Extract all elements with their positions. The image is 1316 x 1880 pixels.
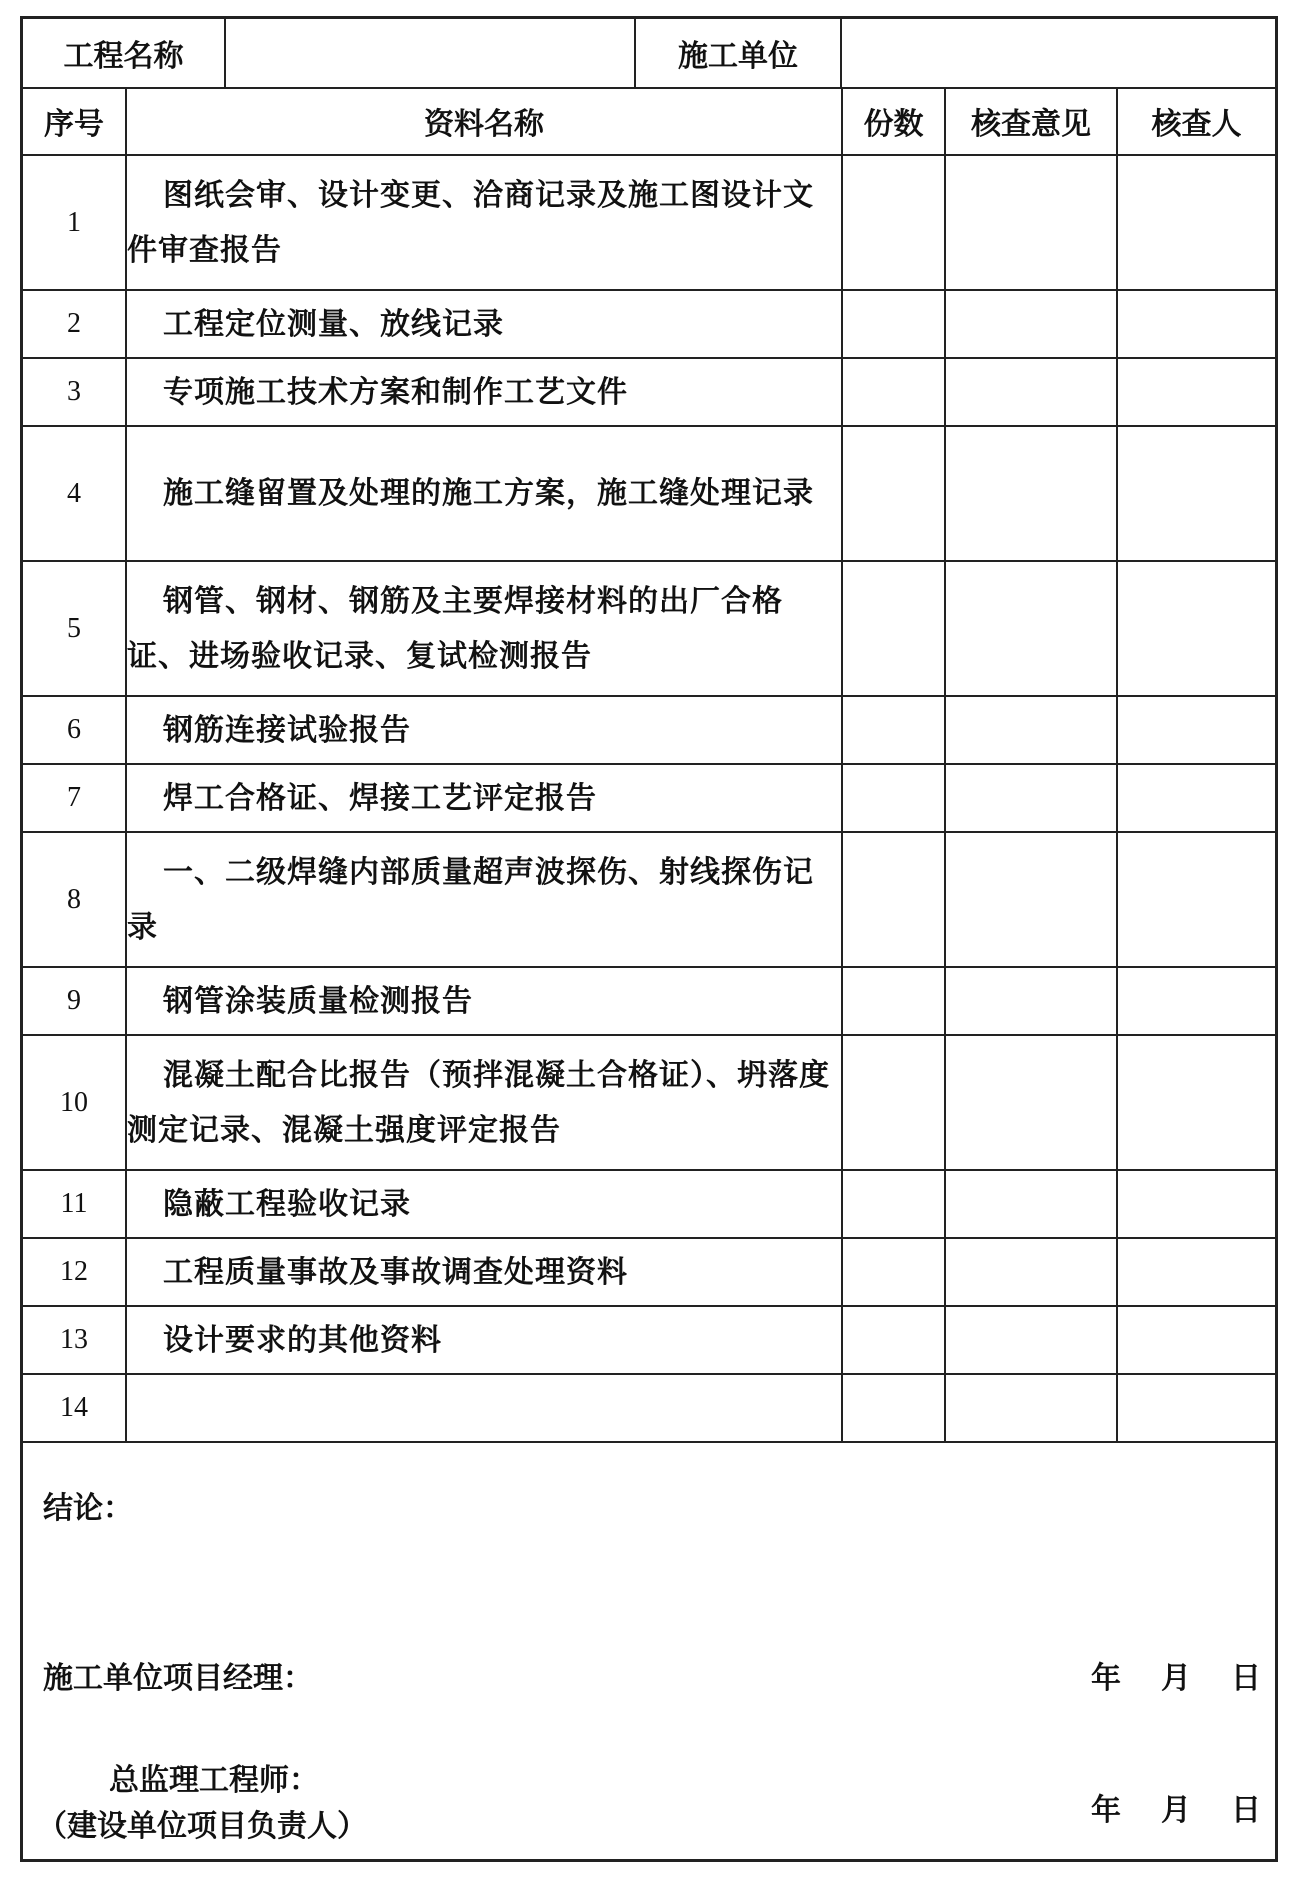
document-name: 钢筋连接试验报告 [126, 696, 842, 764]
checker-cell[interactable] [1117, 1306, 1275, 1374]
contractor-field[interactable] [842, 19, 1275, 87]
opinion-cell[interactable] [945, 290, 1117, 358]
row-number: 7 [23, 764, 126, 832]
table-row [23, 1374, 1275, 1442]
opinion-cell[interactable] [945, 358, 1117, 426]
table-row [23, 358, 1275, 426]
pm-date-year: 年 [1091, 1661, 1121, 1696]
checker-cell[interactable] [1117, 1238, 1275, 1306]
copies-cell[interactable] [842, 155, 945, 290]
table-row [23, 561, 1275, 696]
owner-representative-label: （建设单位项目负责人） [37, 1809, 367, 1844]
copies-cell[interactable] [842, 1170, 945, 1238]
copies-cell[interactable] [842, 358, 945, 426]
opinion-cell[interactable] [945, 696, 1117, 764]
table-row [23, 1170, 1275, 1238]
row-number: 13 [23, 1306, 126, 1374]
checker-cell[interactable] [1117, 1035, 1275, 1170]
checker-cell[interactable] [1117, 1170, 1275, 1238]
document-name[interactable] [126, 1374, 842, 1442]
opinion-cell[interactable] [945, 1170, 1117, 1238]
checker-cell[interactable] [1117, 155, 1275, 290]
document-name: 专项施工技术方案和制作工艺文件 [126, 358, 842, 426]
chief-date-day: 日 [1231, 1793, 1261, 1828]
document-name: 施工缝留置及处理的施工方案，施工缝处理记录 [126, 426, 842, 561]
contractor-label: 施工单位 [636, 19, 842, 87]
copies-cell[interactable] [842, 290, 945, 358]
checker-cell[interactable] [1117, 832, 1275, 967]
document-name: 钢管涂装质量检测报告 [126, 967, 842, 1035]
table-row [23, 155, 1275, 290]
table-header-row [23, 87, 1275, 155]
document-name: 焊工合格证、焊接工艺评定报告 [126, 764, 842, 832]
checker-cell[interactable] [1117, 696, 1275, 764]
chief-supervisor-label: 总监理工程师： [109, 1763, 319, 1798]
conclusion-label: 结论： [43, 1491, 133, 1526]
copies-cell[interactable] [842, 696, 945, 764]
copies-cell[interactable] [842, 764, 945, 832]
checker-cell[interactable] [1117, 1374, 1275, 1442]
checker-cell[interactable] [1117, 764, 1275, 832]
pm-date-day: 日 [1231, 1661, 1261, 1696]
opinion-cell[interactable] [945, 155, 1117, 290]
table-row [23, 696, 1275, 764]
copies-cell[interactable] [842, 1306, 945, 1374]
table-row [23, 426, 1275, 561]
document-name: 一、二级焊缝内部质量超声波探伤、射线探伤记录 [126, 832, 842, 967]
document-name: 图纸会审、设计变更、洽商记录及施工图设计文件审查报告 [126, 155, 842, 290]
copies-cell[interactable] [842, 832, 945, 967]
checker-cell[interactable] [1117, 290, 1275, 358]
document-name: 工程质量事故及事故调查处理资料 [126, 1238, 842, 1306]
copies-cell[interactable] [842, 1374, 945, 1442]
row-number: 14 [23, 1374, 126, 1442]
opinion-cell[interactable] [945, 1374, 1117, 1442]
chief-date-month: 月 [1161, 1793, 1191, 1828]
row-number: 11 [23, 1170, 126, 1238]
document-name: 钢管、钢材、钢筋及主要焊接材料的出厂合格证、进场验收记录、复试检测报告 [126, 561, 842, 696]
document-name: 混凝土配合比报告（预拌混凝土合格证）、坍落度测定记录、混凝土强度评定报告 [126, 1035, 842, 1170]
project-name-label: 工程名称 [23, 19, 226, 87]
inspection-form [20, 16, 1278, 1862]
project-name-field[interactable] [226, 19, 636, 87]
row-number: 4 [23, 426, 126, 561]
row-number: 5 [23, 561, 126, 696]
opinion-cell[interactable] [945, 1035, 1117, 1170]
chief-date-year: 年 [1091, 1793, 1121, 1828]
copies-cell[interactable] [842, 561, 945, 696]
row-number: 2 [23, 290, 126, 358]
row-number: 9 [23, 967, 126, 1035]
column-header-no: 序号 [23, 87, 126, 155]
column-header-name: 资料名称 [126, 87, 842, 155]
opinion-cell[interactable] [945, 1238, 1117, 1306]
table-row [23, 1306, 1275, 1374]
row-number: 8 [23, 832, 126, 967]
table-row [23, 967, 1275, 1035]
table-row [23, 764, 1275, 832]
documents-table [23, 87, 1275, 1443]
opinion-cell[interactable] [945, 561, 1117, 696]
project-manager-label: 施工单位项目经理： [43, 1661, 313, 1696]
row-number: 6 [23, 696, 126, 764]
column-header-opinion: 核查意见 [945, 87, 1117, 155]
opinion-cell[interactable] [945, 764, 1117, 832]
copies-cell[interactable] [842, 967, 945, 1035]
row-number: 1 [23, 155, 126, 290]
copies-cell[interactable] [842, 1238, 945, 1306]
table-row [23, 1035, 1275, 1170]
table-row [23, 832, 1275, 967]
copies-cell[interactable] [842, 1035, 945, 1170]
document-name: 设计要求的其他资料 [126, 1306, 842, 1374]
checker-cell[interactable] [1117, 358, 1275, 426]
document-name: 隐蔽工程验收记录 [126, 1170, 842, 1238]
opinion-cell[interactable] [945, 967, 1117, 1035]
conclusion-section [23, 1463, 1275, 1859]
opinion-cell[interactable] [945, 832, 1117, 967]
document-name: 工程定位测量、放线记录 [126, 290, 842, 358]
checker-cell[interactable] [1117, 967, 1275, 1035]
opinion-cell[interactable] [945, 426, 1117, 561]
opinion-cell[interactable] [945, 1306, 1117, 1374]
row-number: 10 [23, 1035, 126, 1170]
project-header-row [23, 19, 1275, 89]
row-number: 3 [23, 358, 126, 426]
column-header-copies: 份数 [842, 87, 945, 155]
table-row [23, 1238, 1275, 1306]
column-header-checker: 核查人 [1117, 87, 1275, 155]
checker-cell[interactable] [1117, 561, 1275, 696]
pm-date-month: 月 [1161, 1661, 1191, 1696]
row-number: 12 [23, 1238, 126, 1306]
table-row [23, 290, 1275, 358]
checker-cell[interactable] [1117, 426, 1275, 561]
copies-cell[interactable] [842, 426, 945, 561]
